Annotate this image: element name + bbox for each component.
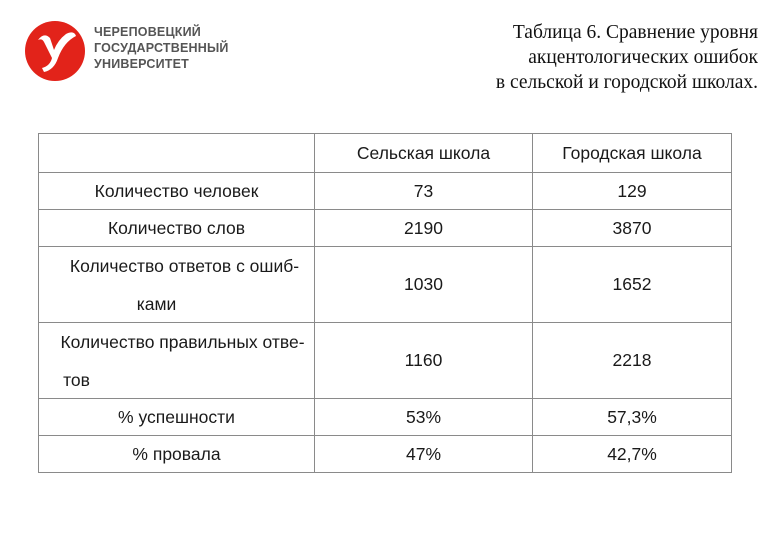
slide-title: [398, 20, 758, 95]
urban-value: 1652: [533, 247, 732, 323]
table-header-row: [39, 134, 732, 173]
urban-value: 129: [533, 173, 732, 210]
header-cell-urban: Городская школа: [533, 134, 732, 173]
row-label-line: Количество ответов с ошиб-: [69, 255, 300, 276]
table-row: [39, 436, 732, 473]
logo-line: ГОСУДАРСТВЕННЫЙ: [94, 41, 229, 55]
title-line: акцентологических ошибок: [528, 47, 758, 68]
table-row: [39, 247, 732, 323]
row-label-line: тов: [63, 369, 90, 390]
rural-value: 1160: [315, 323, 533, 399]
row-label-line: Количество правильных отве-: [60, 331, 305, 352]
logo-mark-icon: [24, 20, 86, 82]
row-label: % успешности: [39, 399, 315, 436]
table-row: [39, 323, 732, 399]
comparison-table: [38, 133, 732, 473]
logo-text: [94, 24, 229, 72]
logo-line: УНИВЕРСИТЕТ: [94, 57, 189, 71]
rural-value: 73: [315, 173, 533, 210]
university-logo: [24, 20, 234, 82]
row-label: [39, 247, 315, 323]
rural-value: 2190: [315, 210, 533, 247]
row-label: % провала: [39, 436, 315, 473]
table-row: [39, 399, 732, 436]
title-line: Таблица 6. Сравнение уровня: [512, 22, 758, 43]
header-cell-rural: Сельская школа: [315, 134, 533, 173]
row-label: Количество слов: [39, 210, 315, 247]
table-row: [39, 173, 732, 210]
row-label: [39, 323, 315, 399]
rural-value: 53%: [315, 399, 533, 436]
logo-line: ЧЕРЕПОВЕЦКИЙ: [94, 25, 201, 39]
urban-value: 57,3%: [533, 399, 732, 436]
table-row: [39, 210, 732, 247]
title-line: в сельской и городской школах.: [495, 72, 758, 93]
row-label: Количество человек: [39, 173, 315, 210]
row-label-line: ками: [136, 293, 177, 314]
urban-value: 2218: [533, 323, 732, 399]
rural-value: 47%: [315, 436, 533, 473]
rural-value: 1030: [315, 247, 533, 323]
urban-value: 42,7%: [533, 436, 732, 473]
header-cell-empty: [39, 134, 315, 173]
urban-value: 3870: [533, 210, 732, 247]
